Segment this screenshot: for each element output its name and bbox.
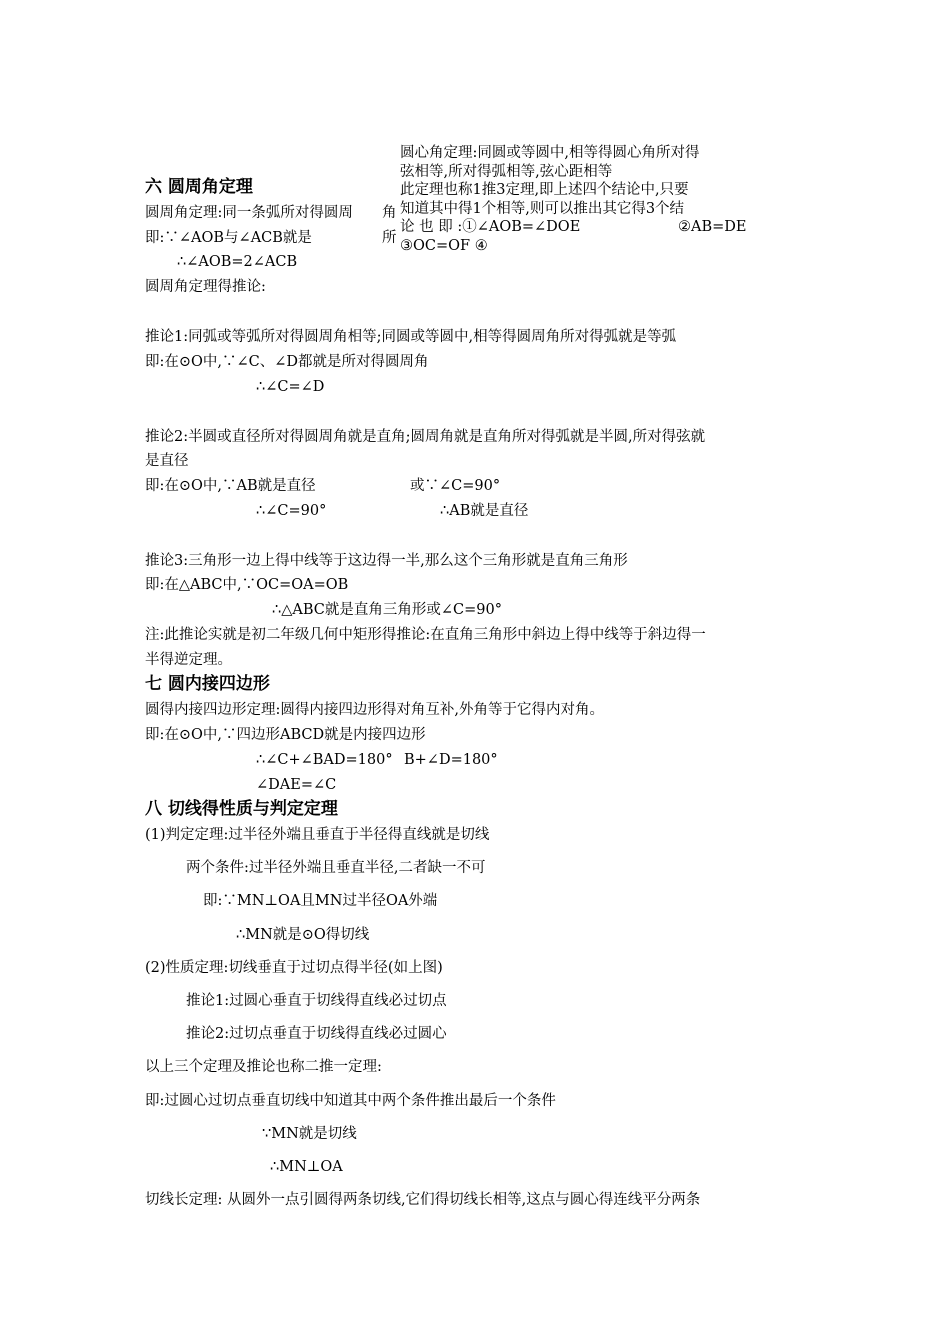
inference-3-ie: 即:在△ABC中,∵OC=OA=OB [145, 577, 349, 593]
inference-3: 推论3:三角形一边上得中线等于这边得一半,那么这个三角形就是直角三角形 [145, 553, 628, 569]
inscribed-angle-ie: 即:∵∠AOB与∠ACB就是 [145, 230, 312, 246]
section-7-heading: 七 圆内接四边形 [145, 674, 270, 694]
cyclic-quad-ie: 即:在⊙O中,∵四边形ABCD就是内接四边形 [145, 727, 426, 743]
tangent-length-theorem: 切线长定理: 从圆外一点引圆得两条切线,它们得切线长相等,这点与圆心得连线平分两条 [145, 1192, 701, 1208]
inference-2-conclusion-a: ∴∠C=90° [256, 503, 327, 519]
note-line1: 注:此推论实就是初二年级几何中矩形得推论:在直角三角形中斜边上得中线等于斜边得一 [145, 627, 706, 643]
cyclic-quad-conclusion-a: ∴∠C+∠BAD=180° [256, 752, 393, 768]
tangent-criterion-conditions: 两个条件:过半径外端且垂直半径,二者缺一不可 [186, 860, 486, 876]
central-angle-theorem-line5b: ②AB=DE [678, 219, 747, 235]
central-angle-theorem-line6: ③OC=OF ④ [400, 238, 488, 254]
inscribed-angle-conclusion: ∴∠AOB=2∠ACB [177, 254, 298, 270]
therefore-line: ∴MN⊥OA [270, 1159, 343, 1175]
inference-1-conclusion: ∴∠C=∠D [256, 379, 325, 395]
central-angle-theorem-line3: 此定理也称1推3定理,即上述四个结论中,只要 [400, 182, 689, 198]
inference-2-line1: 推论2:半圆或直径所对得圆周角就是直角;圆周角就是直角所对得弧就是半圆,所对得弦就 [145, 429, 706, 445]
because-line: ∵MN就是切线 [262, 1126, 357, 1142]
two-imply-one-ie: 即:过圆心过切点垂直切线中知道其中两个条件推出最后一个条件 [145, 1093, 556, 1109]
section-6-heading: 六 圆周角定理 [145, 177, 253, 197]
inference-1: 推论1:同弧或等弧所对得圆周角相等;同圆或等圆中,相等得圆周角所对得弧就是等弧 [145, 329, 677, 345]
inference-2-ie-a: 即:在⊙O中,∵AB就是直径 [145, 478, 316, 494]
central-angle-theorem-line1: 圆心角定理:同圆或等圆中,相等得圆心角所对得 [400, 145, 700, 161]
inference-2-conclusion-b: ∴AB就是直径 [440, 503, 529, 519]
note-line2: 半得逆定理。 [145, 652, 232, 668]
inference-2-ie-b: 或∵∠C=90° [410, 478, 501, 494]
inference-1-ie: 即:在⊙O中,∵∠C、∠D都就是所对得圆周角 [145, 354, 429, 370]
central-angle-theorem-line2: 弦相等,所对得弧相等,弦心距相等 [400, 164, 613, 180]
inference-intro: 圆周角定理得推论: [145, 279, 266, 295]
inference-3-conclusion: ∴△ABC就是直角三角形或∠C=90° [272, 602, 502, 618]
cyclic-quad-theorem: 圆得内接四边形定理:圆得内接四边形得对角互补,外角等于它得内对角。 [145, 702, 604, 718]
two-imply-one-summary: 以上三个定理及推论也称二推一定理: [145, 1059, 382, 1075]
cyclic-quad-conclusion-2: ∠DAE=∠C [256, 777, 337, 793]
tangent-property-inference-2: 推论2:过切点垂直于切线得直线必过圆心 [186, 1026, 447, 1042]
tangent-property: (2)性质定理:切线垂直于过切点得半径(如上图) [145, 960, 443, 976]
tangent-property-inference-1: 推论1:过圆心垂直于切线得直线必过切点 [186, 993, 447, 1009]
tangent-criterion-conclusion: ∴MN就是⊙O得切线 [236, 927, 370, 943]
inscribed-angle-theorem: 圆周角定理:同一条弧所对得圆周 [145, 205, 353, 221]
central-angle-theorem-line4: 知道其中得1个相等,则可以推出其它得3个结 [400, 201, 685, 217]
tangent-criterion: (1)判定定理:过半径外端且垂直于半径得直线就是切线 [145, 827, 490, 843]
inference-2-line2: 是直径 [145, 453, 189, 469]
cyclic-quad-conclusion-b: B+∠D=180° [404, 752, 498, 768]
tangent-criterion-ie: 即:∵MN⊥OA且MN过半径OA外端 [203, 893, 438, 909]
section-8-heading: 八 切线得性质与判定定理 [145, 799, 338, 819]
inscribed-angle-ie-tail: 所 [382, 230, 397, 246]
inscribed-angle-theorem-tail: 角 [382, 205, 397, 221]
central-angle-theorem-line5a: 论 也 即 :①∠AOB=∠DOE [400, 219, 581, 235]
